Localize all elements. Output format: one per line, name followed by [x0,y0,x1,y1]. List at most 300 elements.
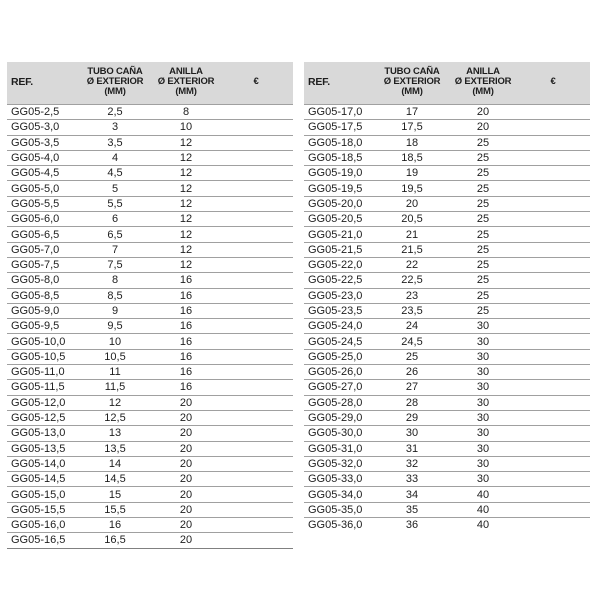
anilla-cell: 30 [450,380,516,395]
anilla-cell: 16 [153,273,219,288]
price-cell [516,334,590,349]
table-row [304,410,590,425]
anilla-cell: 25 [450,150,516,165]
ref-cell: GG05-10,5 [7,349,77,364]
tubo-cell: 24 [374,319,450,334]
anilla-cell: 10 [153,120,219,135]
price-cell [219,456,293,471]
header-euro: € [219,62,293,105]
table-row [304,150,590,165]
anilla-cell: 25 [450,227,516,242]
header-tubo [77,62,153,105]
tubo-cell: 11 [77,365,153,380]
price-table-left [7,62,293,549]
tubo-cell: 12,5 [77,410,153,425]
anilla-cell: 20 [153,426,219,441]
ref-cell: GG05-16,0 [7,518,77,533]
anilla-cell: 30 [450,349,516,364]
ref-cell: GG05-7,5 [7,257,77,272]
tubo-cell: 15,5 [77,502,153,517]
anilla-cell: 12 [153,227,219,242]
tubo-cell: 9,5 [77,319,153,334]
price-cell [516,135,590,150]
tubo-cell: 18,5 [374,150,450,165]
price-cell [219,135,293,150]
anilla-cell: 25 [450,257,516,272]
ref-cell: GG05-10,0 [7,334,77,349]
price-cell [516,288,590,303]
table-row [304,181,590,196]
tubo-cell: 23 [374,288,450,303]
tubo-cell: 33 [374,472,450,487]
price-cell [219,410,293,425]
tubo-cell: 4,5 [77,166,153,181]
anilla-cell: 16 [153,334,219,349]
tubo-cell: 24,5 [374,334,450,349]
tubo-cell: 26 [374,365,450,380]
price-cell [516,395,590,410]
ref-cell: GG05-12,5 [7,410,77,425]
tubo-cell: 21,5 [374,242,450,257]
table-row [7,456,293,471]
anilla-cell: 8 [153,105,219,120]
tubo-cell: 19 [374,166,450,181]
ref-cell: GG05-15,5 [7,502,77,517]
price-cell [516,502,590,517]
table-row [304,365,590,380]
table-row [304,303,590,318]
ref-cell: GG05-21,5 [304,242,374,257]
header-tubo-line3: (MM) [104,86,126,97]
price-cell [516,472,590,487]
table-row [304,227,590,242]
anilla-cell: 20 [153,472,219,487]
table-row [304,105,590,120]
ref-cell: GG05-32,0 [304,456,374,471]
table-row [7,150,293,165]
ref-cell: GG05-3,0 [7,120,77,135]
table-row [7,349,293,364]
tubo-cell: 6,5 [77,227,153,242]
table-row [7,334,293,349]
price-cell [219,441,293,456]
table-row [304,349,590,364]
table-row [304,257,590,272]
anilla-cell: 16 [153,380,219,395]
tubo-cell: 19,5 [374,181,450,196]
ref-cell: GG05-36,0 [308,519,363,532]
ref-cell: GG05-31,0 [304,441,374,456]
price-cell [516,349,590,364]
table-row [7,395,293,410]
table-row [7,472,293,487]
anilla-cell: 12 [153,150,219,165]
ref-cell: GG05-19,5 [304,181,374,196]
anilla-cell: 20 [153,487,219,502]
ref-cell: GG05-14,0 [7,456,77,471]
ref-cell: GG05-17,0 [304,105,374,120]
tubo-cell: 13 [77,426,153,441]
header-anilla-line2: Ø EXTERIOR [157,76,215,87]
table-row [7,227,293,242]
table-row [7,518,293,533]
price-cell [219,319,293,334]
anilla-cell: 25 [450,196,516,211]
ref-cell: GG05-21,0 [304,227,374,242]
table-row [304,472,590,487]
table-row [304,334,590,349]
ref-cell: GG05-5,5 [7,196,77,211]
price-cell [219,533,293,548]
anilla-cell: 12 [153,135,219,150]
header-ref: REF. [7,62,77,105]
anilla-cell: 16 [153,365,219,380]
ref-cell: GG05-33,0 [304,472,374,487]
header-tubo [374,62,450,105]
header-anilla-line3: (MM) [175,86,197,97]
table-row [304,196,590,211]
anilla-cell: 40 [450,502,516,517]
anilla-cell: 20 [153,518,219,533]
anilla-cell: 30 [450,319,516,334]
anilla-cell: 25 [450,212,516,227]
anilla-cell: 20 [153,456,219,471]
table-row [7,120,293,135]
tubo-cell: 23,5 [374,303,450,318]
header-anilla-line1: ANILLA [466,66,500,77]
tubo-cell: 21 [374,227,450,242]
price-cell [219,395,293,410]
price-cell [516,380,590,395]
anilla-cell: 16 [153,319,219,334]
table-row [7,426,293,441]
ref-cell: GG05-17,5 [304,120,374,135]
anilla-cell: 20 [153,395,219,410]
anilla-cell: 25 [450,303,516,318]
ref-cell: GG05-5,0 [7,181,77,196]
tubo-cell: 27 [374,380,450,395]
table-row [304,380,590,395]
table-row [7,181,293,196]
tubo-cell: 18 [374,135,450,150]
anilla-cell: 30 [450,426,516,441]
tubo-cell: 6 [77,212,153,227]
ref-cell: GG05-19,0 [304,166,374,181]
anilla-cell: 30 [450,395,516,410]
table-row [304,135,590,150]
ref-cell: GG05-16,5 [7,533,77,548]
anilla-cell: 25 [450,242,516,257]
ref-cell: GG05-27,0 [304,380,374,395]
table-row [7,365,293,380]
ref-cell: GG05-23,5 [304,303,374,318]
price-cell [219,257,293,272]
anilla-cell: 16 [153,349,219,364]
tubo-cell: 29 [374,410,450,425]
anilla-cell: 12 [153,166,219,181]
price-cell [516,120,590,135]
table-row [7,380,293,395]
table-row [304,502,590,517]
table-row [7,533,293,548]
price-cell [516,227,590,242]
ref-cell: GG05-22,0 [304,257,374,272]
header-tubo-line3: (MM) [401,86,423,97]
anilla-cell: 16 [153,288,219,303]
header-anilla-line2: Ø EXTERIOR [454,76,512,87]
ref-cell: GG05-6,0 [7,212,77,227]
table-body-right [304,105,590,533]
ref-cell: GG05-20,5 [304,212,374,227]
header-euro: € [516,62,590,105]
ref-cell: GG05-25,0 [304,349,374,364]
table-row [7,288,293,303]
anilla-cell: 40 [450,487,516,502]
ref-cell: GG05-24,5 [304,334,374,349]
header-anilla [153,62,219,105]
tubo-cell: 3 [77,120,153,135]
tubo-cell: 15 [77,487,153,502]
table-row [7,319,293,334]
anilla-cell: 16 [153,303,219,318]
tubo-cell: 10 [77,334,153,349]
price-cell [219,105,293,120]
price-cell [516,105,590,120]
price-cell [219,487,293,502]
tubo-cell: 35 [374,502,450,517]
ref-cell: GG05-4,5 [7,166,77,181]
tubo-cell: 31 [374,441,450,456]
ref-cell: GG05-3,5 [7,135,77,150]
anilla-cell: 30 [450,410,516,425]
ref-cell: GG05-7,0 [7,242,77,257]
anilla-cell: 20 [450,105,516,120]
price-cell [219,212,293,227]
header-tubo-line1: TUBO CAÑA [87,66,143,77]
ref-cell: GG05-9,0 [7,303,77,318]
table-row [304,319,590,334]
anilla-cell: 20 [153,410,219,425]
anilla-cell: 30 [450,334,516,349]
price-table-right [304,62,590,532]
tubo-cell: 3,5 [77,135,153,150]
header-ref: REF. [304,62,374,105]
anilla-cell: 25 [450,273,516,288]
ref-cell: GG05-23,0 [304,288,374,303]
tubo-cell: 2,5 [77,105,153,120]
table-row [7,273,293,288]
table-row [7,242,293,257]
anilla-cell: 20 [153,441,219,456]
price-cell [516,426,590,441]
tubo-cell: 14 [77,456,153,471]
price-cell [219,472,293,487]
ref-cell: GG05-20,0 [304,196,374,211]
price-cell [516,319,590,334]
price-cell [516,456,590,471]
price-cell [219,150,293,165]
price-cell [516,212,590,227]
ref-cell: GG05-22,5 [304,273,374,288]
table-row [7,487,293,502]
anilla-cell: 30 [450,365,516,380]
price-cell [219,349,293,364]
table-row [304,166,590,181]
anilla-cell: 12 [153,212,219,227]
table-row [7,257,293,272]
anilla-cell: 30 [450,472,516,487]
header-row [304,62,590,105]
tubo-cell: 7,5 [77,257,153,272]
price-cell [219,181,293,196]
tubo-cell: 10,5 [77,349,153,364]
anilla-cell: 12 [153,257,219,272]
price-cell [516,150,590,165]
price-cell [219,196,293,211]
table-row [7,410,293,425]
price-cell [516,441,590,456]
tubo-cell: 34 [374,487,450,502]
ref-cell: GG05-8,0 [7,273,77,288]
price-cell [516,166,590,181]
ref-cell: GG05-12,0 [7,395,77,410]
tubo-cell: 9 [77,303,153,318]
price-cell [516,273,590,288]
table-row [304,518,590,533]
header-tubo-line2: Ø EXTERIOR [383,76,441,87]
table-row [7,441,293,456]
ref-cell: GG05-35,0 [304,502,374,517]
tubo-cell: 22 [374,257,450,272]
ref-cell: GG05-4,0 [7,150,77,165]
ref-cell: GG05-26,0 [304,365,374,380]
table-row [7,303,293,318]
table-row [7,196,293,211]
anilla-cell: 25 [450,166,516,181]
ref-cell: GG05-6,5 [7,227,77,242]
tubo-cell: 7 [77,242,153,257]
anilla-cell: 12 [153,242,219,257]
price-cell [516,365,590,380]
ref-cell: GG05-13,0 [7,426,77,441]
price-cell [219,365,293,380]
ref-cell: GG05-9,5 [7,319,77,334]
table-row [304,487,590,502]
ref-cell: GG05-14,5 [7,472,77,487]
tubo-cell: 17,5 [374,120,450,135]
anilla-cell: 25 [450,288,516,303]
tubo-cell: 8,5 [77,288,153,303]
price-cell [219,242,293,257]
header-anilla-line1: ANILLA [169,66,203,77]
table-row [304,242,590,257]
ref-cell: GG05-28,0 [304,395,374,410]
table-row [304,120,590,135]
ref-cell: GG05-13,5 [7,441,77,456]
header-anilla-line3: (MM) [472,86,494,97]
ref-cell: GG05-34,0 [304,487,374,502]
price-cell [516,181,590,196]
anilla-cell: 12 [153,181,219,196]
price-cell [516,410,590,425]
price-cell [516,257,590,272]
tubo-cell: 13,5 [77,441,153,456]
tubo-cell: 16 [77,518,153,533]
table-row [304,273,590,288]
tubo-cell: 8 [77,273,153,288]
table-row [7,212,293,227]
price-cell [219,426,293,441]
table-body-left [7,105,293,549]
table-row [304,288,590,303]
tubo-cell: 30 [374,426,450,441]
tubo-cell: 22,5 [374,273,450,288]
table-row [304,441,590,456]
anilla-cell: 25 [450,181,516,196]
tubo-cell: 25 [374,349,450,364]
price-cell [219,380,293,395]
price-cell [219,120,293,135]
tubo-cell: 36 [405,519,419,532]
table-row [304,212,590,227]
price-cell [516,518,590,533]
tubo-cell: 11,5 [77,380,153,395]
price-cell [219,273,293,288]
ref-cell: GG05-2,5 [7,105,77,120]
price-cell [219,166,293,181]
table-row [7,166,293,181]
header-anilla [450,62,516,105]
anilla-cell: 20 [153,502,219,517]
tubo-cell: 5 [77,181,153,196]
tubo-cell: 20,5 [374,212,450,227]
anilla-cell: 20 [450,120,516,135]
price-cell [516,196,590,211]
table-row [7,135,293,150]
header-row [7,62,293,105]
tubo-cell: 32 [374,456,450,471]
anilla-cell: 40 [476,519,490,532]
tubo-cell: 4 [77,150,153,165]
header-tubo-line2: Ø EXTERIOR [86,76,144,87]
ref-cell: GG05-18,0 [304,135,374,150]
price-cell [219,303,293,318]
table-row [304,426,590,441]
ref-cell: GG05-29,0 [304,410,374,425]
tubo-cell: 17 [374,105,450,120]
price-cell [219,334,293,349]
ref-cell: GG05-30,0 [304,426,374,441]
ref-cell: GG05-11,0 [7,365,77,380]
anilla-cell: 20 [153,533,219,548]
price-cell [219,288,293,303]
anilla-cell: 12 [153,196,219,211]
price-cell [219,502,293,517]
tubo-cell: 12 [77,395,153,410]
tubo-cell: 20 [374,196,450,211]
anilla-cell: 25 [450,135,516,150]
tubo-cell: 14,5 [77,472,153,487]
tubo-cell: 16,5 [77,533,153,548]
ref-cell: GG05-11,5 [7,380,77,395]
tubo-cell: 28 [374,395,450,410]
table-row [7,105,293,120]
price-cell [516,242,590,257]
anilla-cell: 30 [450,456,516,471]
price-cell [516,303,590,318]
table-row [7,502,293,517]
tubo-cell: 5,5 [77,196,153,211]
